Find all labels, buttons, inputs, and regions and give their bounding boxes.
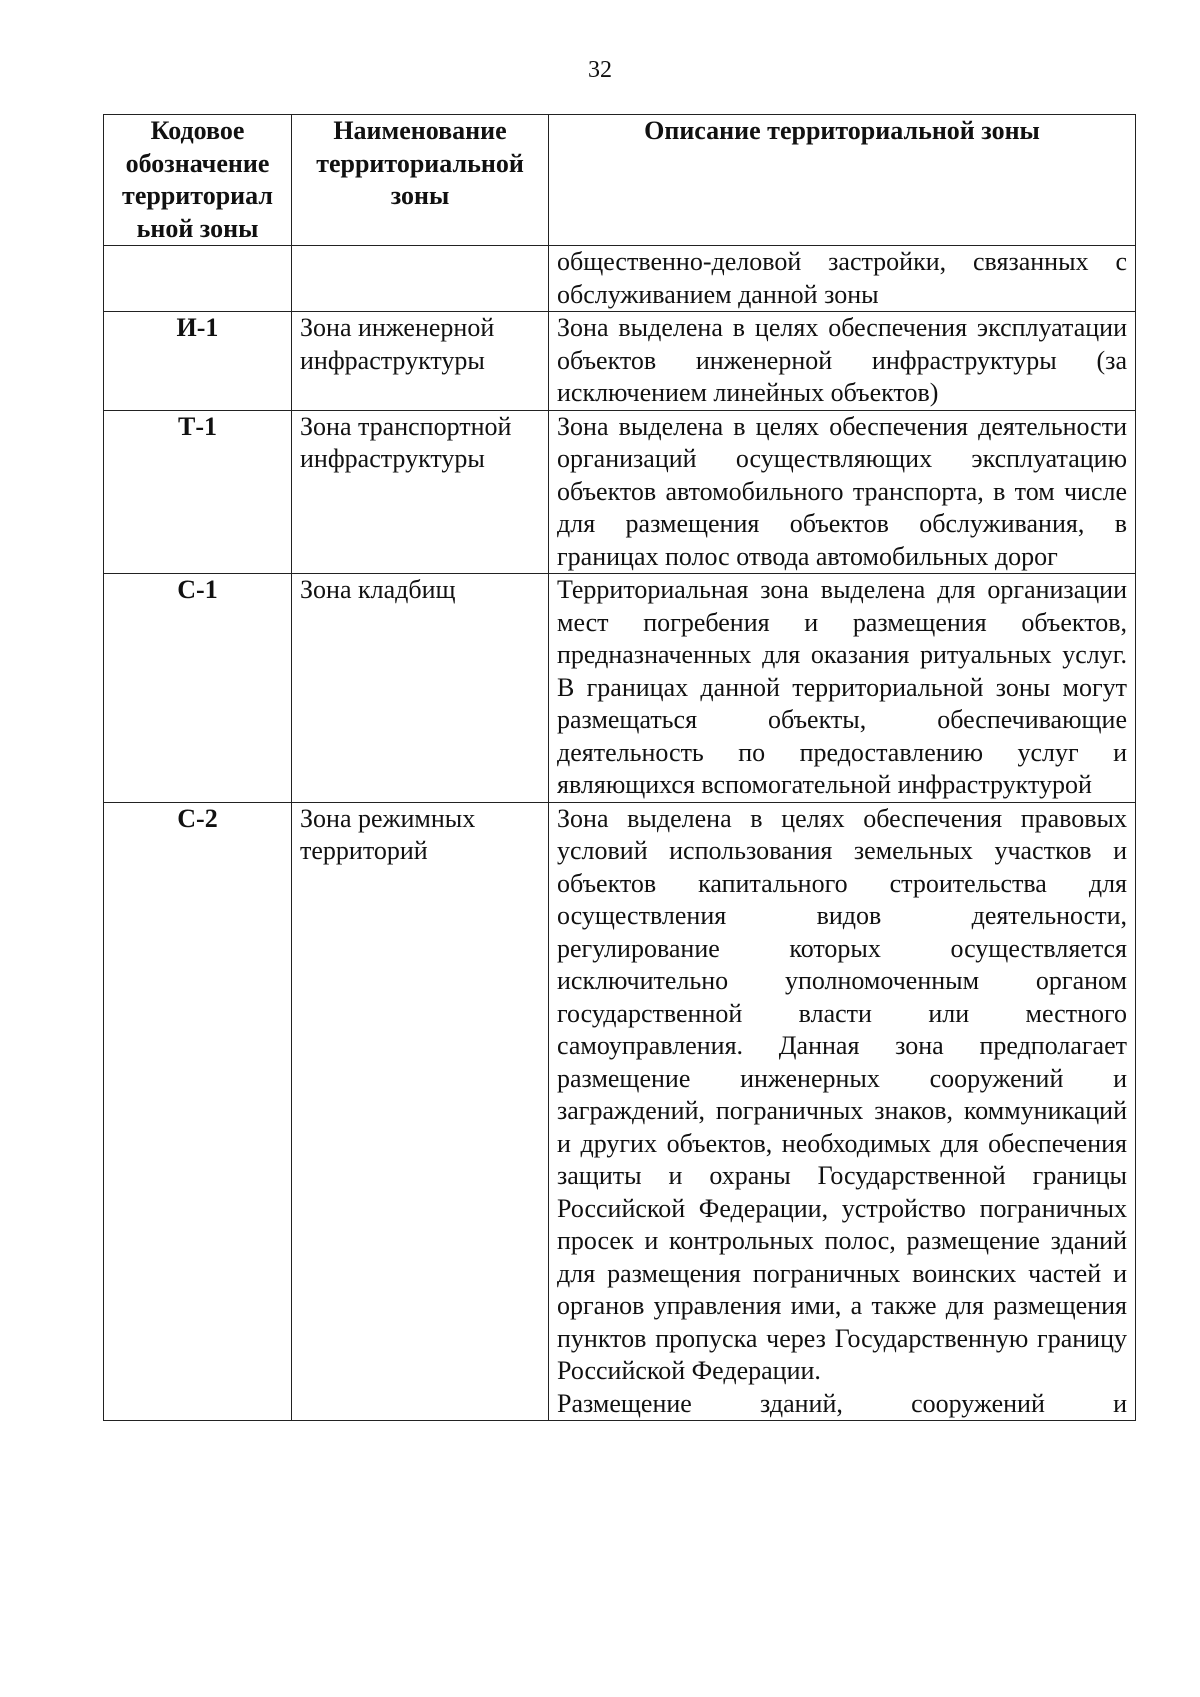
zone-description (549, 574, 1136, 803)
table-row (104, 246, 1136, 312)
zone-name: Зона кладбищ (292, 574, 549, 803)
zone-description (549, 410, 1136, 574)
zone-name (292, 246, 549, 312)
zone-name: Зона инженерной инфраструктуры (292, 312, 549, 411)
description-paragraph: Зона выделена в целях обеспечения правовых условий использования земельных участков и объектов капитального строительства для осуществления видов деятельности, регулирование которых осуществляется исключительно уполномоченным органом государственной власти или местного самоуправления. Данная зона предполагает размещение инженерных сооружений и заграждений, пограничных знаков, коммуникаций и других объектов, необходимых для обеспечения защиты и охраны Государственной границы Российской Федерации, устройство пограничных просек и контрольных полос, размещение зданий для размещения пограничных воинских частей и органов управления ими, а также для размещения пунктов пропуска через Государственную границу Российской Федерации. (557, 803, 1127, 1385)
description-paragraph: общественно-деловой застройки, связанных с обслуживанием данной зоны (557, 247, 1127, 309)
description-paragraph: Зона выделена в целях обеспечения деятельности организаций осуществляющих эксплуатацию объектов автомобильного транспорта, в том числе для размещения объектов обслуживания, в границах полос отвода автомобильных дорог (557, 411, 1127, 571)
description-paragraph: Зона выделена в целях обеспечения эксплуатации объектов инженерной инфраструктуры (за исключением линейных объектов) (557, 313, 1127, 407)
zones-table (103, 114, 1136, 1421)
zone-code: С-2 (104, 802, 292, 1421)
zone-description (549, 802, 1136, 1421)
table-row (104, 312, 1136, 411)
header-description: Описание территориальной зоны (549, 115, 1136, 246)
zone-code: И-1 (104, 312, 292, 411)
table-row (104, 802, 1136, 1421)
zone-name: Зона транспортной инфраструктуры (292, 410, 549, 574)
zone-description (549, 246, 1136, 312)
table-header-row (104, 115, 1136, 246)
table-row (104, 574, 1136, 803)
page-number: 32 (588, 57, 612, 83)
zone-code: Т-1 (104, 410, 292, 574)
zone-code: С-1 (104, 574, 292, 803)
description-paragraph: Размещение зданий, сооружений и (557, 1388, 1127, 1418)
zone-code (104, 246, 292, 312)
table-row (104, 410, 1136, 574)
header-name: Наименование территориальной зоны (292, 115, 549, 246)
header-code: Кодовое обозначение территориал ьной зоны (104, 115, 292, 246)
zone-description (549, 312, 1136, 411)
zone-name: Зона режимных территорий (292, 802, 549, 1421)
description-paragraph: Территориальная зона выделена для организации мест погребения и размещения объектов, предназначенных для оказания ритуальных услуг. В границах данной территориальной зоны могут размещаться объекты, обеспечивающие деятельность по предоставлению услуг и являющихся вспомогательной инфраструктурой (557, 575, 1127, 799)
